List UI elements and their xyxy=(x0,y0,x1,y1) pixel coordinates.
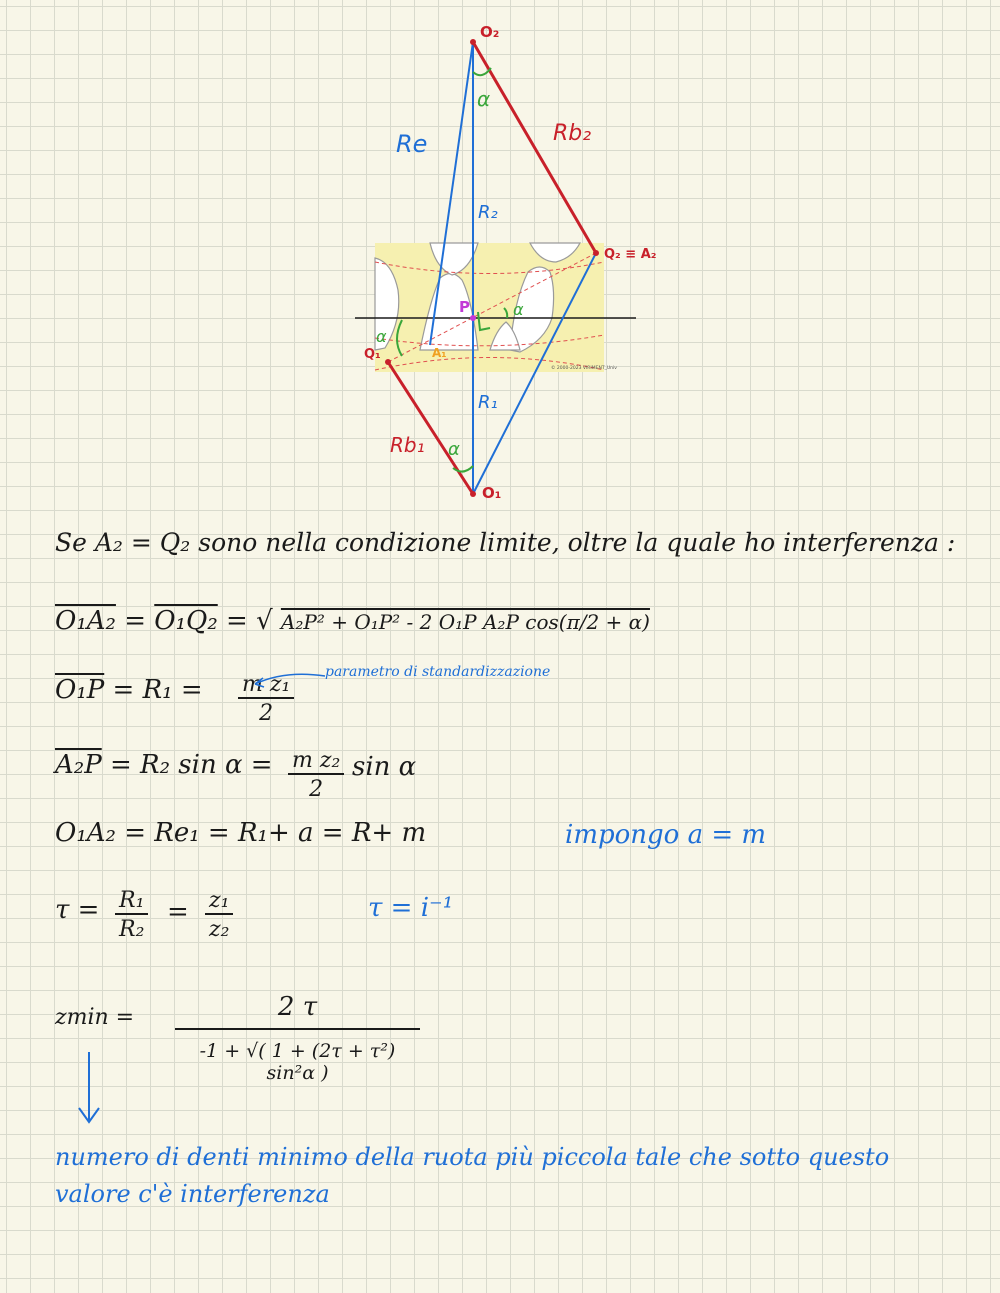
eq5-note: τ = i⁻¹ xyxy=(368,893,454,923)
eq3-lhs: A₂P xyxy=(55,750,102,780)
label-a1: A₁ xyxy=(432,346,447,360)
label-alpha-p: α xyxy=(513,300,524,319)
label-o1: O₁ xyxy=(482,484,502,502)
rb1-line xyxy=(388,362,473,494)
eq4-row: O₁A₂ = Re₁ = R₁+ a = R+ m xyxy=(55,818,427,848)
label-rb2: Rb₂ xyxy=(553,121,592,146)
eq3-row: A₂P = R₂ sin α = xyxy=(55,750,273,780)
eq5-f1-den: R₂ xyxy=(119,917,145,942)
eq3-num: m z₂ xyxy=(288,748,344,775)
conclusion-line-1: numero di denti minimo della ruota più piccola tale che sotto questo xyxy=(55,1143,890,1171)
label-p: P xyxy=(459,298,470,316)
gear-diagram xyxy=(0,0,1000,520)
copyright-text: © 2000-2023 VIRIMENT_Univ xyxy=(551,366,617,371)
point-p-dot xyxy=(470,315,476,321)
eq2-mid: R₁ xyxy=(142,675,173,705)
eq2-row: O₁P = R₁ = xyxy=(55,675,203,705)
eq5-f1-num: R₁ xyxy=(115,888,148,915)
eq1-row: O₁A₂ = O₁Q₂ = √ A₂P² + O₁P² - 2 O₁P A₂P cos(π/2 + α) xyxy=(55,606,650,636)
gear-image-panel xyxy=(375,243,604,372)
label-o2: O₂ xyxy=(480,23,500,41)
eq3-mid: R₂ sin α xyxy=(140,750,243,780)
label-rb1: Rb₁ xyxy=(390,433,425,457)
annotation-arrow xyxy=(245,668,335,698)
zmin-fraction xyxy=(175,992,420,1084)
eq5-lhs: τ = xyxy=(55,895,100,925)
label-q2-a2: Q₂ ≡ A₂ xyxy=(604,247,657,262)
point-o1-dot xyxy=(470,491,476,497)
eq2-annotation: parametro di standardizzazione xyxy=(325,664,551,680)
eq2-den: 2 xyxy=(259,701,274,726)
down-arrow-icon xyxy=(74,1048,104,1128)
eq5-f2-den: z₂ xyxy=(209,917,230,942)
eq5-f2-num: z₁ xyxy=(205,888,233,915)
label-q1: Q₁ xyxy=(364,347,381,362)
conclusion-line-2: valore c'è interferenza xyxy=(55,1180,330,1208)
eq1-mid: O₁Q₂ xyxy=(154,606,218,636)
label-alpha-o2: α xyxy=(477,87,491,111)
eq5-fraction-1 xyxy=(115,888,148,942)
label-alpha-o1: α xyxy=(448,439,460,460)
eq3-den: 2 xyxy=(309,777,324,802)
zmin-lhs: zmin = xyxy=(55,1005,135,1030)
zmin-num: 2 τ xyxy=(175,992,420,1030)
eq1-lhs: O₁A₂ xyxy=(55,606,116,636)
eq1-rhs: A₂P² + O₁P² - 2 O₁P A₂P cos(π/2 + α) xyxy=(280,610,650,634)
eq5-fraction-2 xyxy=(205,888,233,942)
point-o2-dot xyxy=(470,39,476,45)
label-re: Re xyxy=(396,130,428,158)
eq4-note: impongo a = m xyxy=(565,820,767,850)
intro-line: Se A₂ = Q₂ sono nella condizione limite, oltre la quale ho interferenza : xyxy=(55,528,956,557)
eq3-tail: sin α xyxy=(352,752,417,782)
point-q2-dot xyxy=(593,250,599,256)
label-r1: R₁ xyxy=(478,392,498,413)
eq2-num: m z₁ xyxy=(238,672,294,699)
eq5-equals: = xyxy=(167,897,189,927)
point-q1-dot xyxy=(385,359,391,365)
eq3-fraction xyxy=(288,748,344,802)
zmin-den: -1 + √( 1 + (2τ + τ²) sin²α ) xyxy=(199,1040,396,1084)
eq2-lhs: O₁P xyxy=(55,675,105,705)
label-r2: R₂ xyxy=(478,202,498,223)
label-alpha-q1: α xyxy=(376,327,387,346)
